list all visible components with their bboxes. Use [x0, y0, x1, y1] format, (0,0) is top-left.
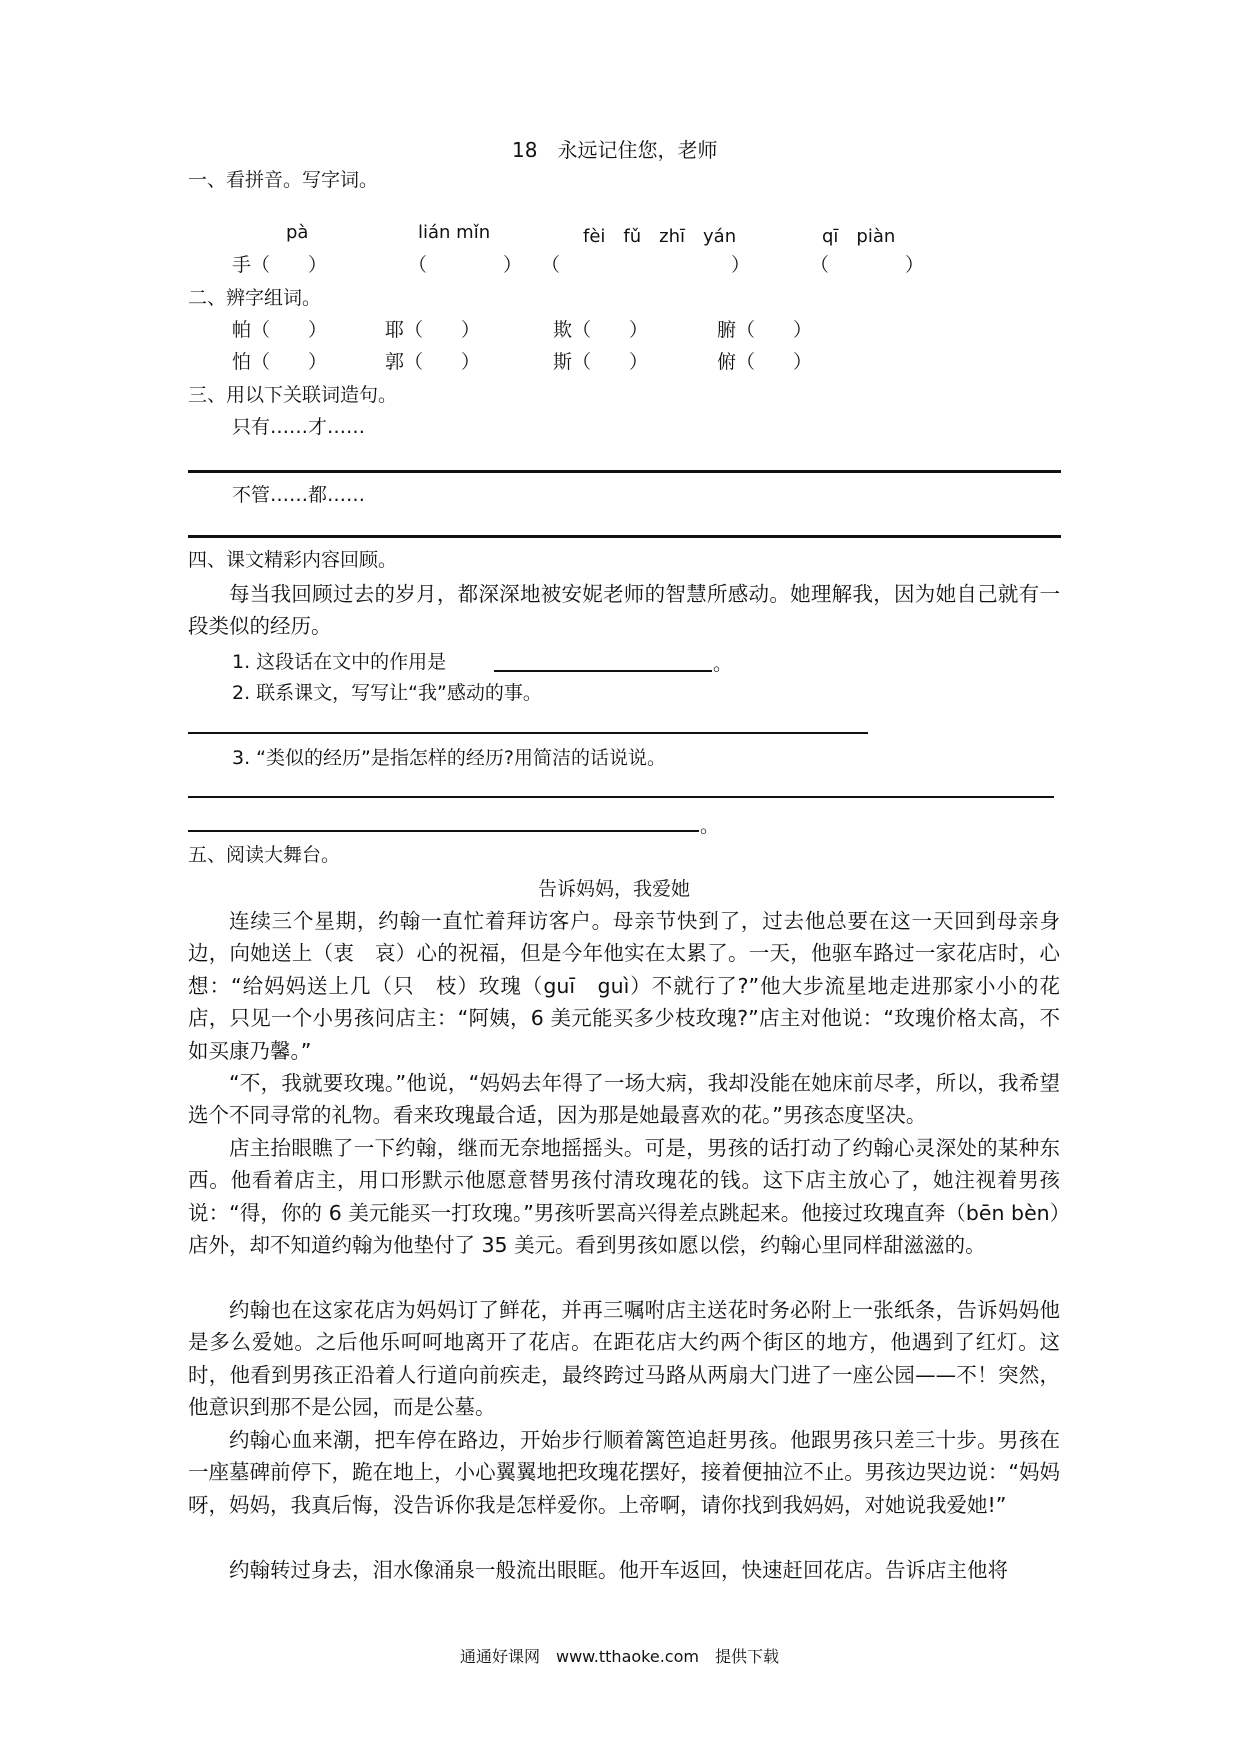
pinyin-1: pà: [286, 222, 309, 243]
conjunction-prompt-2: 不管……都……: [232, 484, 366, 506]
conjunction-prompt-1: 只有……才……: [232, 416, 366, 438]
question-2: 2. 联系课文，写写让“我”感动的事。: [232, 682, 542, 704]
question-3-end: 。: [700, 815, 720, 837]
story-paragraph-3: 店主抬眼瞧了一下约翰，继而无奈地摇摇头。可是，男孩的话打动了约翰心灵深处的某种东西。他看着店主，用口形默示他愿意替男孩付清玫瑰花的钱。这下店主放心了，她注视着男孩说：“得，你的 6 美元能买一打玫瑰。”男孩听罢高兴得差点跳起来。他接过玫瑰直奔（bēn bèn）店外，却不知道约翰为他垫付了 35 美元。看到男孩如愿以偿，约翰心里同样甜滋滋的。: [188, 1136, 1060, 1258]
story-paragraph-1: 连续三个星期，约翰一直忙着拜访客户。母亲节快到了，过去他总要在这一天回到母亲身边，向她送上（衷 哀）心的祝福，但是今年他实在太累了。一天，他驱车路过一家花店时，心想：“给妈妈送上几（只 枝）玫瑰（guī guì）不就行了?”他大步流星地走进那家小小的花店，只见一个小男孩问店主：“阿姨，6 美元能买多少枝玫瑰?”店主对他说：“玫瑰价格太高，不如买康乃馨。”: [188, 909, 1060, 1063]
word-pair-1b[interactable]: 怕（ ）: [232, 351, 328, 373]
section-4-heading: 四、课文精彩内容回顾。: [188, 549, 398, 571]
review-passage: 每当我回顾过去的岁月，都深深地被安妮老师的智慧所感动。她理解我，因为她自己就有一段类似的经历。: [188, 582, 1060, 639]
question-3: 3. “类似的经历”是指怎样的经历?用简洁的话说说。: [232, 747, 666, 769]
answer-box-3[interactable]: （ ）: [541, 254, 751, 276]
word-pair-1a[interactable]: 帕（ ）: [232, 319, 328, 341]
word-pair-4b[interactable]: 俯（ ）: [717, 351, 813, 373]
story-paragraph-4: 约翰也在这家花店为妈妈订了鲜花，并再三嘱咐店主送花时务必附上一张纸条，告诉妈妈他是多么爱她。之后他乐呵呵地离开了花店。在距花店大约两个街区的地方，他遇到了红灯。这时，他看到男孩正沿着人行道向前疾走，最终跨过马路从两扇大门进了一座公园——不！突然，他意识到那不是公园，而是公墓。: [188, 1298, 1060, 1420]
pinyin-2: lián mǐn: [418, 222, 491, 243]
question-1: 1. 这段话在文中的作用是: [232, 651, 447, 673]
word-pair-2a[interactable]: 耶（ ）: [385, 319, 481, 341]
story-paragraph-5: 约翰心血来潮，把车停在路边，开始步行顺着篱笆追赶男孩。他跟男孩只差三十步。男孩在一座墓碑前停下，跪在地上，小心翼翼地把玫瑰花摆好，接着便抽泣不止。男孩边哭边说：“妈妈呀，妈妈，我真后悔，没告诉你我是怎样爱你。上帝啊，请你找到我妈妈，对她说我爱她!”: [188, 1428, 1060, 1517]
section-5-heading: 五、阅读大舞台。: [188, 844, 341, 866]
question-1-blank[interactable]: [494, 670, 712, 672]
pinyin-4: qī piàn: [822, 226, 896, 247]
answer-box-1[interactable]: 手（ ）: [232, 254, 328, 276]
question-3-blank-1[interactable]: [188, 796, 1054, 798]
question-2-blank[interactable]: [188, 732, 868, 734]
answer-line-2[interactable]: [188, 535, 1061, 538]
story-paragraph-6: 约翰转过身去，泪水像涌泉一般流出眼眶。他开车返回，快速赶回花店。告诉店主他将: [229, 1558, 1008, 1582]
page-title: 18 永远记住您，老师: [512, 138, 718, 162]
answer-box-2[interactable]: （ ）: [408, 254, 523, 276]
question-3-blank-2[interactable]: [188, 830, 699, 832]
story-paragraph-2: “不，我就要玫瑰。”他说，“妈妈去年得了一场大病，我却没能在她床前尽孝，所以，我希望选个不同寻常的礼物。看来玫瑰最合适，因为那是她最喜欢的花。”男孩态度坚决。: [188, 1071, 1060, 1128]
section-1-heading: 一、看拼音。写字词。: [188, 169, 379, 191]
question-1-end: 。: [713, 653, 733, 675]
section-3-heading: 三、用以下关联词造句。: [188, 384, 398, 406]
word-pair-2b[interactable]: 郭（ ）: [385, 351, 481, 373]
pinyin-3: fèi fǔ zhī yán: [583, 226, 737, 247]
word-pair-3b[interactable]: 斯（ ）: [553, 351, 649, 373]
story-title: 告诉妈妈，我爱她: [538, 878, 691, 900]
answer-line-1[interactable]: [188, 470, 1061, 473]
word-pair-4a[interactable]: 腑（ ）: [717, 319, 813, 341]
section-2-heading: 二、辨字组词。: [188, 287, 322, 309]
answer-box-4[interactable]: （ ）: [810, 254, 925, 276]
footer-source: 通通好课网 www.tthaoke.com 提供下载: [460, 1647, 779, 1666]
word-pair-3a[interactable]: 欺（ ）: [553, 319, 649, 341]
